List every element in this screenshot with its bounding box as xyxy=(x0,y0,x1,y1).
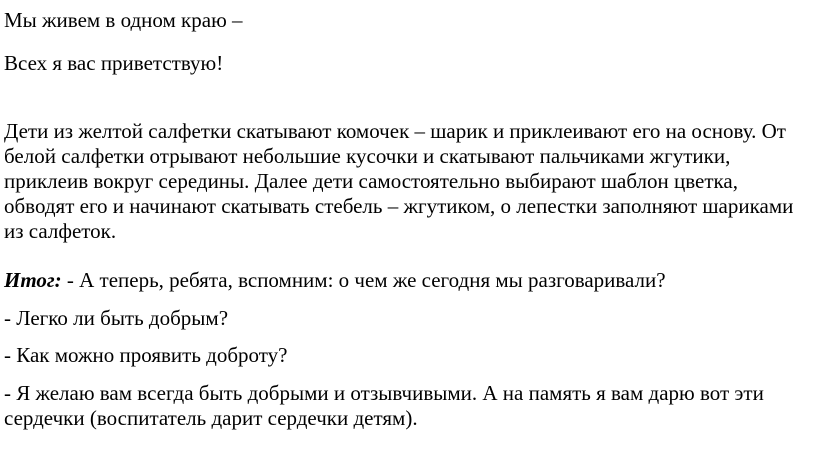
question-2: - Как можно проявить доброту? xyxy=(4,343,288,367)
question-1: - Легко ли быть добрым? xyxy=(4,306,229,330)
greeting-line-2: Всех я вас приветствую! xyxy=(4,51,224,75)
greeting-line-1: Мы живем в одном краю – xyxy=(4,8,243,32)
summary-text: - А теперь, ребята, вспомним: о чем же сегодня мы разговаривали? xyxy=(61,268,666,292)
closing-paragraph: - Я желаю вам всегда быть добрыми и отзывчивыми. А на память я вам дарю вот эти сердечки (воспитатель дарит сердечки детям). xyxy=(4,381,764,430)
craft-paragraph: Дети из желтой салфетки скатывают комочек – шарик и приклеивают его на основу. От белой салфетки отрывают небольшие кусочки и скатывают пальчиками жгутики, приклеив вокруг середины. Далее дети самостоятельно выбирают шаблон цветка, обводят его и начинают скатывать стебель – жгутиком, о лепестки заполняют шариками из салфеток. xyxy=(4,119,794,243)
summary-label: Итог: xyxy=(4,268,62,292)
summary-line xyxy=(4,268,666,293)
